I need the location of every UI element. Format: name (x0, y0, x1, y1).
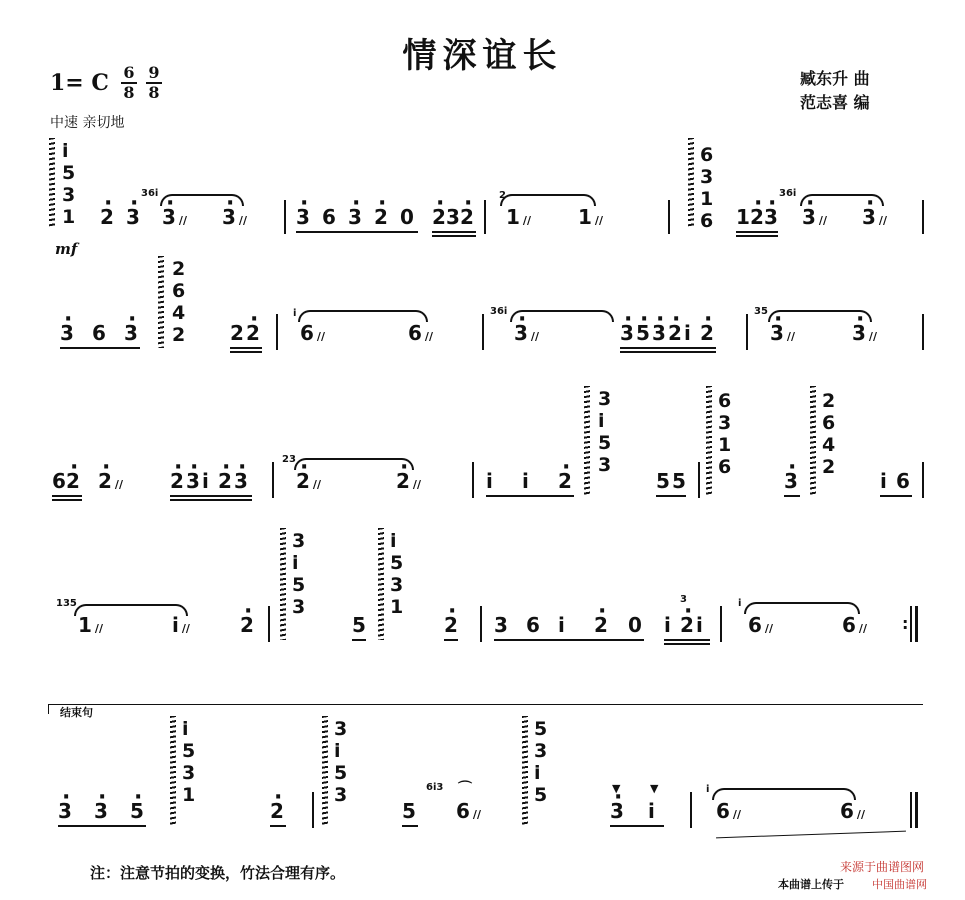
chord: 6 3 1 6 (718, 390, 732, 478)
underline (58, 825, 146, 827)
note: · 2 ∕∕ (296, 470, 321, 496)
note: 6 ∕∕ (716, 800, 741, 826)
barline (272, 462, 274, 498)
watermark-source: 来源于曲谱图网 (840, 860, 925, 874)
grace-note: 36i (779, 188, 797, 199)
note: · 2 (374, 206, 388, 228)
grace-note: i (738, 598, 742, 609)
underline (296, 231, 418, 233)
underline (494, 639, 644, 641)
underline (352, 639, 366, 641)
note: · 3 ∕∕ (852, 322, 877, 348)
grace-note: 23 (282, 454, 296, 465)
note: i (648, 799, 655, 823)
grace-note: 135 (56, 598, 77, 609)
note: 6 (92, 321, 106, 345)
underline (784, 495, 800, 497)
arpeggio-mark (706, 386, 712, 496)
grace-note: 2 (499, 190, 506, 201)
note: 5 (402, 799, 416, 823)
arpeggio-mark (522, 716, 528, 826)
ending-label: 结束句 (60, 706, 93, 719)
underline (486, 495, 574, 497)
barline (484, 200, 486, 234)
note: · 3 (234, 470, 248, 492)
underline (270, 825, 286, 827)
underline (736, 235, 778, 237)
note: 3 (446, 205, 460, 229)
underline (664, 639, 710, 641)
arpeggio-mark (378, 528, 384, 640)
underline (432, 235, 476, 237)
chord: 2 6 4 2 (822, 390, 836, 478)
barline (480, 606, 482, 642)
dynamic-marking: mf (55, 240, 78, 258)
section-bracket (48, 704, 923, 705)
barline (690, 792, 692, 828)
underline (52, 495, 82, 497)
underline (620, 351, 716, 353)
note: · 3 ∕∕ (802, 206, 827, 232)
note: i (880, 469, 887, 493)
chord: i 5 3 1 (390, 530, 404, 618)
grace-note: 35 (754, 306, 768, 317)
note: · 3 (764, 206, 778, 228)
barline (720, 606, 722, 642)
note: 6 ∕∕ (408, 322, 433, 348)
note: · 2 (66, 470, 80, 492)
note: · 3 (60, 322, 74, 344)
underline (656, 495, 686, 497)
barline (284, 200, 286, 234)
note: · 3 ∕∕ (862, 206, 887, 232)
chord: 5 3 i 5 (534, 718, 548, 806)
barline (482, 314, 484, 350)
grace-note: i (706, 784, 710, 795)
barline (698, 462, 700, 498)
note: 6 ∕∕ (842, 614, 867, 640)
slur (712, 788, 856, 800)
watermark-upload: 本曲谱上传于 (778, 878, 844, 891)
note: 5 (352, 613, 366, 637)
chord: 6 3 1 6 (700, 144, 714, 232)
note: i (522, 469, 529, 493)
note: · 2 (700, 322, 714, 344)
note: · 2 (750, 206, 764, 228)
arpeggio-mark (810, 386, 816, 496)
note: 0 (400, 205, 414, 229)
note: · 2 (218, 470, 232, 492)
underline (170, 499, 252, 501)
note: · 2 (270, 800, 284, 822)
barline (746, 314, 748, 350)
note: · 2 (240, 614, 254, 636)
accent-icon: ▼ (612, 782, 621, 795)
arpeggio-mark (280, 528, 286, 640)
barline (922, 200, 924, 234)
note: · 2 ∕∕ (396, 470, 421, 496)
triplet-mark: 3 (680, 594, 687, 605)
grace-note: 36i (490, 306, 508, 317)
note: · 3 ∕∕ (514, 322, 539, 348)
underline (444, 639, 458, 641)
fermata-icon: ⌒ (458, 781, 472, 797)
note: · 2 (680, 614, 694, 636)
grace-note: i (293, 308, 297, 319)
arpeggio-mark (688, 138, 694, 228)
note: 6 ∕∕ (456, 800, 481, 826)
chord: 3 i 5 3 (598, 388, 612, 476)
note: 6 ∕∕ (748, 614, 773, 640)
note: 6 (896, 469, 910, 493)
chord: 3 i 5 3 (292, 530, 306, 618)
note: · 3 (124, 322, 138, 344)
underline (60, 347, 140, 349)
note: 1 ∕∕ (578, 206, 603, 232)
chord: 2 6 4 2 (172, 258, 186, 346)
arpeggio-mark (49, 138, 55, 228)
footnote: 注：注意节拍的变换，竹法合理有序。 (90, 864, 346, 882)
note: · 2 (246, 322, 260, 344)
underline (620, 347, 716, 349)
underline (402, 825, 418, 827)
note: i (684, 321, 691, 345)
note: 1 (736, 205, 750, 229)
meter-6-8: 6 8 (118, 64, 140, 102)
note: 5 (672, 469, 686, 493)
barline (312, 792, 314, 828)
section-bracket-tick (48, 704, 49, 714)
note: i ∕∕ (172, 614, 190, 640)
underline (610, 825, 664, 827)
note: · 2 ∕∕ (98, 470, 123, 496)
note: · 2 (432, 206, 446, 228)
underline (736, 231, 778, 233)
arpeggio-mark (158, 256, 164, 348)
note: · 3 (784, 470, 798, 492)
note: · 3 ∕∕ (222, 206, 247, 232)
arpeggio-mark (170, 716, 176, 826)
arpeggio-mark (322, 716, 328, 826)
underline (880, 495, 912, 497)
chord: i 5 3 1 (182, 718, 196, 806)
underline (664, 643, 710, 645)
note: i (558, 613, 565, 637)
note: · 3 (126, 206, 140, 228)
note: · 5 (130, 800, 144, 822)
underline (230, 351, 262, 353)
accent-icon: ▼ (650, 782, 659, 795)
diminuendo-line (716, 831, 906, 839)
note: 2 (230, 321, 244, 345)
note: · 5 (636, 322, 650, 344)
chord: 3 i 5 3 (334, 718, 348, 806)
note: · 3 (620, 322, 634, 344)
note: 6 (322, 205, 336, 229)
composer-credit: 臧东升 曲 (800, 69, 870, 88)
note: · 2 (100, 206, 114, 228)
note: · 3 (186, 470, 200, 492)
key-signature: 1= C (50, 70, 109, 96)
note: · 2 (170, 470, 184, 492)
barline (922, 314, 924, 350)
note: · 3 (296, 206, 310, 228)
barline (268, 606, 270, 642)
barline (276, 314, 278, 350)
note: · 3 ∕∕ (770, 322, 795, 348)
underline (170, 495, 252, 497)
underline (230, 347, 262, 349)
tempo-marking: 中速 亲切地 (50, 115, 125, 131)
final-barline (915, 606, 918, 642)
note: · 2 (558, 470, 572, 492)
note: i (202, 469, 209, 493)
note: 6 ∕∕ (840, 800, 865, 826)
note: · 3 (58, 800, 72, 822)
arranger-credit: 范志喜 编 (800, 93, 870, 112)
underline (432, 231, 476, 233)
note: 0 (628, 613, 642, 637)
note: · 3 ∕∕ (162, 206, 187, 232)
note: · 3 (348, 206, 362, 228)
note: · 2 (460, 206, 474, 228)
note: · 2 (594, 614, 608, 636)
note: · 3 (610, 800, 624, 822)
final-barline (915, 792, 918, 828)
barline (910, 792, 912, 828)
note: · 2 (444, 614, 458, 636)
grace-note: 6i3 (426, 782, 444, 793)
barline (922, 462, 924, 498)
note: 1 ∕∕ (78, 614, 103, 640)
note: 3 (494, 613, 508, 637)
repeat-dots: : (902, 614, 909, 633)
meter-9-8: 9 8 (143, 64, 165, 102)
note: · 3 (94, 800, 108, 822)
note: 1 ∕∕ (506, 206, 531, 232)
note: i (664, 613, 671, 637)
note: · 3 (652, 322, 666, 344)
note: 6 (52, 469, 66, 493)
chord: i 5 3 1 (62, 140, 76, 228)
underline (52, 499, 82, 501)
watermark-site: 中国曲谱网 (872, 878, 927, 891)
note: 6 (526, 613, 540, 637)
grace-note: 36i (141, 188, 159, 199)
note: · 2 (668, 322, 682, 344)
note: i (696, 613, 703, 637)
score-title: 情深谊长 (402, 36, 563, 76)
arpeggio-mark (584, 386, 590, 496)
barline (910, 606, 912, 642)
barline (472, 462, 474, 498)
note: 5 (656, 469, 670, 493)
note: i (486, 469, 493, 493)
barline (668, 200, 670, 234)
note: 6 ∕∕ (300, 322, 325, 348)
